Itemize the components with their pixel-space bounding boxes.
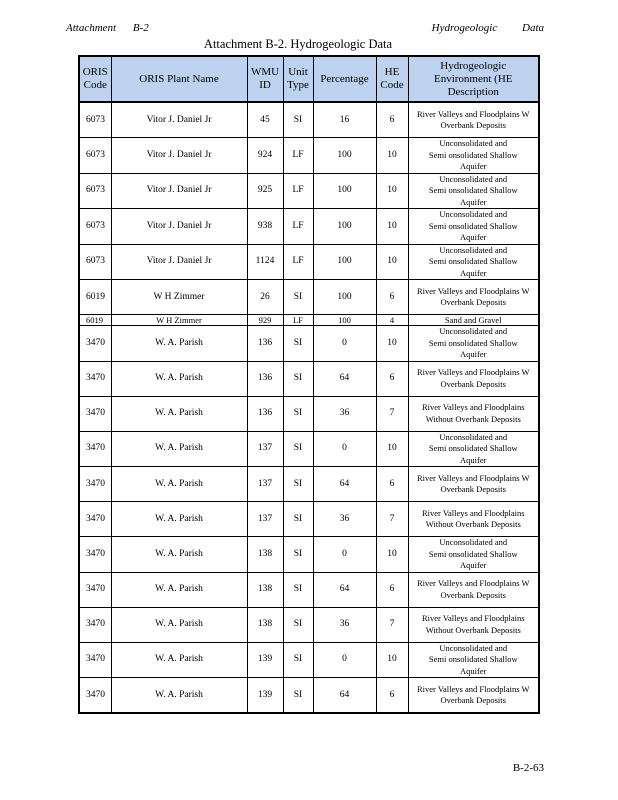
cell-unit-type: SI bbox=[283, 678, 313, 714]
cell-oris-code: 3470 bbox=[79, 502, 111, 537]
cell-oris-code: 3470 bbox=[79, 607, 111, 642]
cell-plant-name: W. A. Parish bbox=[111, 326, 247, 362]
table-row bbox=[79, 361, 539, 396]
cell-percentage: 0 bbox=[313, 431, 376, 467]
he-description-line: Without Overbank Deposits bbox=[425, 413, 521, 424]
cell-wmu-id: 137 bbox=[247, 431, 283, 467]
cell-unit-type: SI bbox=[283, 326, 313, 362]
cell-he-code: 10 bbox=[376, 244, 408, 280]
he-description-line: Aquifer bbox=[460, 560, 487, 570]
cell-plant-name: Vitor J. Daniel Jr bbox=[111, 102, 247, 138]
header-attachment-code: B-2 bbox=[132, 22, 149, 34]
cell-percentage: 100 bbox=[313, 173, 376, 209]
cell-wmu-id: 137 bbox=[247, 502, 283, 537]
he-description-line: Aquifer bbox=[460, 349, 487, 359]
cell-wmu-id: 938 bbox=[247, 209, 283, 245]
cell-he-code: 6 bbox=[376, 361, 408, 396]
he-description-line: Semi onsolidated Shallow bbox=[428, 185, 518, 195]
cell-unit-type: LF bbox=[283, 315, 313, 326]
table-row bbox=[79, 467, 539, 502]
cell-wmu-id: 45 bbox=[247, 102, 283, 138]
cell-he-code: 10 bbox=[376, 209, 408, 245]
he-description-line: Unconsolidated and bbox=[439, 138, 508, 148]
table-row bbox=[79, 173, 539, 209]
cell-he-code: 6 bbox=[376, 572, 408, 607]
cell-unit-type: SI bbox=[283, 396, 313, 431]
cell-he-description bbox=[408, 396, 539, 431]
he-description-line: Unconsolidated and bbox=[439, 173, 508, 184]
cell-unit-type: SI bbox=[283, 607, 313, 642]
cell-oris-code: 3470 bbox=[79, 537, 111, 573]
cell-he-description bbox=[408, 361, 539, 396]
table-title: Attachment B-2. Hydrogeologic Data bbox=[203, 37, 393, 51]
cell-percentage: 0 bbox=[313, 537, 376, 573]
he-description-line: Aquifer bbox=[460, 196, 487, 207]
table-row bbox=[79, 280, 539, 315]
cell-he-description bbox=[408, 678, 539, 714]
cell-plant-name: W H Zimmer bbox=[111, 315, 247, 326]
he-description-line: Without Overbank Deposits bbox=[425, 519, 521, 529]
table-row bbox=[79, 502, 539, 537]
cell-oris-code: 6019 bbox=[79, 280, 111, 315]
cell-oris-code: 6073 bbox=[79, 138, 111, 174]
cell-he-code: 6 bbox=[376, 467, 408, 502]
cell-oris-code: 3470 bbox=[79, 396, 111, 431]
table-row bbox=[79, 244, 539, 280]
cell-he-code: 4 bbox=[376, 315, 408, 326]
he-description-line: Unconsolidated and bbox=[439, 642, 508, 653]
he-description-line: River Valleys and Floodplains bbox=[421, 507, 525, 518]
cell-he-code: 10 bbox=[376, 173, 408, 209]
cell-unit-type: SI bbox=[283, 572, 313, 607]
cell-plant-name: W. A. Parish bbox=[111, 502, 247, 537]
he-description-line: River Valleys and Floodplains W bbox=[416, 472, 530, 483]
he-description-line: Aquifer bbox=[460, 665, 487, 676]
col-header-unit-type: Unit Type bbox=[283, 56, 313, 102]
he-description-line: Sand and Gravel bbox=[444, 314, 502, 325]
cell-plant-name: W. A. Parish bbox=[111, 467, 247, 502]
he-description-line: Semi onsolidated Shallow bbox=[428, 149, 518, 160]
cell-he-description bbox=[408, 209, 539, 245]
table-row bbox=[79, 572, 539, 607]
cell-oris-code: 3470 bbox=[79, 572, 111, 607]
cell-oris-code: 6073 bbox=[79, 173, 111, 209]
cell-percentage: 100 bbox=[313, 209, 376, 245]
cell-unit-type: SI bbox=[283, 467, 313, 502]
he-description-line: Aquifer bbox=[460, 232, 487, 242]
page-number: B-2-63 bbox=[512, 762, 544, 774]
table-row bbox=[79, 315, 539, 326]
he-description-line: Aquifer bbox=[460, 454, 487, 465]
he-description-line: Semi onsolidated Shallow bbox=[428, 337, 518, 348]
he-description-line: River Valleys and Floodplains bbox=[421, 402, 525, 412]
cell-plant-name: W. A. Parish bbox=[111, 607, 247, 642]
cell-percentage: 36 bbox=[313, 396, 376, 431]
running-header-left bbox=[66, 22, 149, 34]
cell-plant-name: W. A. Parish bbox=[111, 396, 247, 431]
table-row bbox=[79, 138, 539, 174]
cell-oris-code: 3470 bbox=[79, 642, 111, 678]
cell-he-description bbox=[408, 173, 539, 209]
cell-percentage: 100 bbox=[313, 280, 376, 315]
table-row bbox=[79, 326, 539, 362]
he-description-line: Overbank Deposits bbox=[440, 297, 506, 307]
cell-unit-type: SI bbox=[283, 537, 313, 573]
cell-he-code: 10 bbox=[376, 431, 408, 467]
cell-he-description bbox=[408, 607, 539, 642]
cell-oris-code: 3470 bbox=[79, 678, 111, 714]
cell-oris-code: 3470 bbox=[79, 431, 111, 467]
cell-wmu-id: 137 bbox=[247, 467, 283, 502]
cell-plant-name: Vitor J. Daniel Jr bbox=[111, 173, 247, 209]
hydrogeologic-data-table bbox=[78, 55, 540, 714]
cell-percentage: 16 bbox=[313, 102, 376, 138]
cell-oris-code: 6073 bbox=[79, 244, 111, 280]
cell-he-code: 7 bbox=[376, 607, 408, 642]
table-header-row bbox=[79, 56, 539, 102]
cell-percentage: 64 bbox=[313, 467, 376, 502]
he-description-line: River Valleys and Floodplains bbox=[421, 613, 525, 623]
cell-he-description bbox=[408, 572, 539, 607]
he-description-line: Unconsolidated and bbox=[439, 209, 508, 219]
cell-unit-type: SI bbox=[283, 642, 313, 678]
running-header-right bbox=[432, 22, 544, 34]
cell-unit-type: SI bbox=[283, 502, 313, 537]
cell-unit-type: SI bbox=[283, 280, 313, 315]
cell-plant-name: W. A. Parish bbox=[111, 572, 247, 607]
he-description-line: River Valleys and Floodplains W bbox=[416, 367, 530, 377]
table-row bbox=[79, 607, 539, 642]
he-description-line: River Valleys and Floodplains W bbox=[416, 108, 530, 119]
cell-plant-name: Vitor J. Daniel Jr bbox=[111, 209, 247, 245]
table-row bbox=[79, 642, 539, 678]
cell-plant-name: W H Zimmer bbox=[111, 280, 247, 315]
cell-percentage: 100 bbox=[313, 244, 376, 280]
cell-he-description bbox=[408, 244, 539, 280]
table-title-wrap bbox=[0, 37, 618, 52]
cell-unit-type: SI bbox=[283, 102, 313, 138]
cell-he-code: 10 bbox=[376, 326, 408, 362]
cell-he-code: 6 bbox=[376, 678, 408, 714]
cell-percentage: 36 bbox=[313, 502, 376, 537]
he-description-line: River Valleys and Floodplains W bbox=[416, 683, 530, 694]
table-row bbox=[79, 209, 539, 245]
cell-he-description bbox=[408, 502, 539, 537]
cell-plant-name: W. A. Parish bbox=[111, 537, 247, 573]
cell-unit-type: LF bbox=[283, 209, 313, 245]
cell-he-description bbox=[408, 431, 539, 467]
he-description-line: Semi onsolidated Shallow bbox=[428, 256, 518, 266]
cell-wmu-id: 139 bbox=[247, 642, 283, 678]
cell-percentage: 64 bbox=[313, 572, 376, 607]
col-header-he-description: Hydrogeologic Environment (HE Description bbox=[408, 56, 539, 102]
cell-oris-code: 6073 bbox=[79, 209, 111, 245]
header-section-label-2: Data bbox=[522, 22, 544, 34]
cell-oris-code: 6073 bbox=[79, 102, 111, 138]
cell-percentage: 0 bbox=[313, 326, 376, 362]
he-description-line: River Valleys and Floodplains W bbox=[416, 578, 530, 588]
cell-wmu-id: 139 bbox=[247, 678, 283, 714]
he-description-line: Aquifer bbox=[460, 267, 487, 278]
table-body bbox=[79, 102, 539, 713]
he-description-line: Unconsolidated and bbox=[439, 431, 508, 442]
cell-wmu-id: 26 bbox=[247, 280, 283, 315]
he-description-line: Overbank Deposits bbox=[440, 378, 506, 389]
table-row bbox=[79, 431, 539, 467]
cell-he-code: 10 bbox=[376, 138, 408, 174]
he-description-line: Overbank Deposits bbox=[440, 589, 506, 600]
he-description-line: Without Overbank Deposits bbox=[425, 624, 521, 635]
he-description-line: Semi onsolidated Shallow bbox=[428, 654, 518, 664]
cell-plant-name: Vitor J. Daniel Jr bbox=[111, 244, 247, 280]
cell-he-code: 7 bbox=[376, 396, 408, 431]
cell-wmu-id: 136 bbox=[247, 326, 283, 362]
cell-unit-type: SI bbox=[283, 361, 313, 396]
he-description-line: Semi onsolidated Shallow bbox=[428, 443, 518, 453]
he-description-line: Overbank Deposits bbox=[440, 484, 506, 494]
cell-plant-name: W. A. Parish bbox=[111, 642, 247, 678]
cell-he-code: 10 bbox=[376, 642, 408, 678]
table-row bbox=[79, 537, 539, 573]
col-header-oris-code: ORIS Code bbox=[79, 56, 111, 102]
table-row bbox=[79, 396, 539, 431]
cell-percentage: 0 bbox=[313, 642, 376, 678]
cell-he-description bbox=[408, 280, 539, 315]
table-row bbox=[79, 678, 539, 714]
header-section-label: Hydrogeologic bbox=[431, 22, 498, 34]
cell-oris-code: 3470 bbox=[79, 326, 111, 362]
cell-he-description bbox=[408, 138, 539, 174]
cell-percentage: 36 bbox=[313, 607, 376, 642]
he-description-line: Unconsolidated and bbox=[439, 244, 508, 255]
cell-oris-code: 3470 bbox=[79, 361, 111, 396]
cell-plant-name: W. A. Parish bbox=[111, 678, 247, 714]
cell-he-description bbox=[408, 326, 539, 362]
cell-wmu-id: 929 bbox=[247, 315, 283, 326]
header-attachment-label: Attachment bbox=[66, 22, 117, 34]
he-description-line: Semi onsolidated Shallow bbox=[428, 220, 518, 231]
table-row bbox=[79, 102, 539, 138]
he-description-line: Unconsolidated and bbox=[439, 537, 508, 547]
cell-he-code: 6 bbox=[376, 102, 408, 138]
cell-wmu-id: 136 bbox=[247, 396, 283, 431]
cell-he-code: 6 bbox=[376, 280, 408, 315]
cell-wmu-id: 138 bbox=[247, 607, 283, 642]
cell-percentage: 64 bbox=[313, 678, 376, 714]
cell-wmu-id: 924 bbox=[247, 138, 283, 174]
cell-he-description bbox=[408, 467, 539, 502]
cell-percentage: 100 bbox=[313, 315, 376, 326]
cell-wmu-id: 925 bbox=[247, 173, 283, 209]
he-description-line: Overbank Deposits bbox=[440, 120, 506, 130]
cell-unit-type: LF bbox=[283, 138, 313, 174]
he-description-line: Aquifer bbox=[460, 161, 487, 171]
cell-wmu-id: 136 bbox=[247, 361, 283, 396]
he-description-line: Unconsolidated and bbox=[439, 326, 508, 336]
col-header-he-code: HE Code bbox=[376, 56, 408, 102]
cell-plant-name: W. A. Parish bbox=[111, 361, 247, 396]
cell-plant-name: Vitor J. Daniel Jr bbox=[111, 138, 247, 174]
cell-wmu-id: 1124 bbox=[247, 244, 283, 280]
cell-oris-code: 3470 bbox=[79, 467, 111, 502]
cell-wmu-id: 138 bbox=[247, 537, 283, 573]
cell-wmu-id: 138 bbox=[247, 572, 283, 607]
col-header-plant-name: ORIS Plant Name bbox=[111, 56, 247, 102]
col-header-percentage: Percentage bbox=[313, 56, 376, 102]
cell-plant-name: W. A. Parish bbox=[111, 431, 247, 467]
cell-he-description bbox=[408, 642, 539, 678]
cell-unit-type: SI bbox=[283, 431, 313, 467]
cell-percentage: 64 bbox=[313, 361, 376, 396]
cell-he-description bbox=[408, 315, 539, 326]
he-description-line: Semi onsolidated Shallow bbox=[428, 548, 518, 559]
cell-he-description bbox=[408, 102, 539, 138]
cell-he-description bbox=[408, 537, 539, 573]
cell-he-code: 7 bbox=[376, 502, 408, 537]
he-description-line: River Valleys and Floodplains W bbox=[416, 285, 530, 296]
cell-oris-code: 6019 bbox=[79, 315, 111, 326]
cell-unit-type: LF bbox=[283, 244, 313, 280]
col-header-wmu-id: WMU ID bbox=[247, 56, 283, 102]
cell-he-code: 10 bbox=[376, 537, 408, 573]
cell-percentage: 100 bbox=[313, 138, 376, 174]
cell-unit-type: LF bbox=[283, 173, 313, 209]
he-description-line: Overbank Deposits bbox=[440, 695, 506, 705]
